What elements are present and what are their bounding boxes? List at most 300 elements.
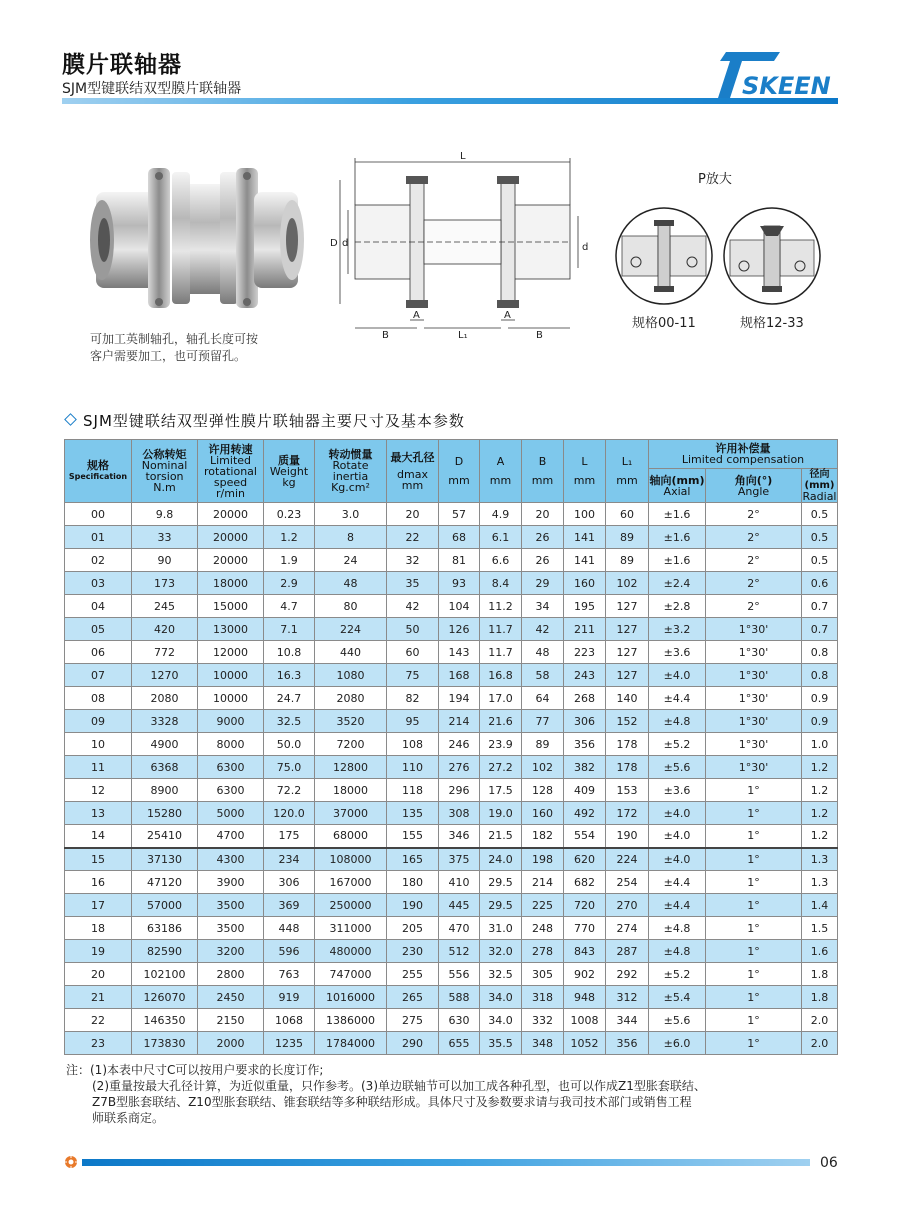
table-cell: 225 <box>522 894 564 917</box>
table-row <box>65 871 838 894</box>
note-line-2: (2)重量按最大孔径计算，为近似重量，只作参考。(3)单边联轴节可以加工成各种孔型，也可以作成Z1型胀套联结、 <box>92 1079 706 1093</box>
header-B: B mm <box>522 440 564 503</box>
table-cell: 102100 <box>132 963 198 986</box>
table-cell: 57 <box>439 503 480 526</box>
table-cell: 554 <box>564 825 606 848</box>
table-cell: 1008 <box>564 1009 606 1032</box>
table-cell: 214 <box>439 710 480 733</box>
table-cell: 24.7 <box>264 687 315 710</box>
table-cell: 89 <box>522 733 564 756</box>
table-cell: 1.2 <box>802 802 838 825</box>
table-cell: ±1.6 <box>649 526 706 549</box>
table-cell: 480000 <box>315 940 387 963</box>
table-cell: 50 <box>387 618 439 641</box>
table-cell: 1016000 <box>315 986 387 1009</box>
footer-bar <box>82 1159 810 1166</box>
table-cell: 18000 <box>198 572 264 595</box>
section-title: SJM型键联结双型弹性膜片联轴器主要尺寸及基本参数 <box>66 410 465 431</box>
table-row <box>65 710 838 733</box>
table-cell: 141 <box>564 526 606 549</box>
table-cell: 141 <box>564 549 606 572</box>
table-cell: 13000 <box>198 618 264 641</box>
table-cell: 348 <box>522 1032 564 1055</box>
table-cell: 1080 <box>315 664 387 687</box>
table-cell: 1235 <box>264 1032 315 1055</box>
table-cell: 1° <box>706 1032 802 1055</box>
table-cell: 10 <box>65 733 132 756</box>
table-cell: 1° <box>706 825 802 848</box>
table-cell: 27.2 <box>480 756 522 779</box>
table-cell: 234 <box>264 848 315 871</box>
table-cell: 770 <box>564 917 606 940</box>
table-cell: 22 <box>387 526 439 549</box>
header-radial: 径向(mm) Radial <box>802 469 837 503</box>
table-row <box>65 756 838 779</box>
table-cell: 292 <box>606 963 649 986</box>
table-cell: 7.1 <box>264 618 315 641</box>
table-cell: 276 <box>439 756 480 779</box>
header-angle: 角向(°) Angle <box>706 469 802 503</box>
table-cell: 58 <box>522 664 564 687</box>
table-cell: 60 <box>606 503 649 526</box>
table-cell: ±5.4 <box>649 986 706 1009</box>
gear-icon <box>64 1155 78 1169</box>
table-cell: 620 <box>564 848 606 871</box>
table-cell: 135 <box>387 802 439 825</box>
table-cell: 75 <box>387 664 439 687</box>
table-cell: 48 <box>315 572 387 595</box>
table-cell: 72.2 <box>264 779 315 802</box>
table-cell: 160 <box>522 802 564 825</box>
table-cell: 1.8 <box>802 986 838 1009</box>
table-cell: 278 <box>522 940 564 963</box>
note-line-4: 师联系商定。 <box>92 1111 165 1125</box>
table-cell: 420 <box>132 618 198 641</box>
detail-view-small <box>614 206 714 306</box>
svg-text:A: A <box>413 310 420 321</box>
table-cell: 02 <box>65 549 132 572</box>
table-cell: ±2.8 <box>649 595 706 618</box>
table-cell: 4900 <box>132 733 198 756</box>
table-cell: 23 <box>65 1032 132 1055</box>
table-cell: 2° <box>706 526 802 549</box>
table-cell: 1.9 <box>264 549 315 572</box>
table-cell: 255 <box>387 963 439 986</box>
table-cell: 2° <box>706 549 802 572</box>
table-cell: 10000 <box>198 687 264 710</box>
table-cell: ±4.4 <box>649 687 706 710</box>
table-cell: 492 <box>564 802 606 825</box>
table-row <box>65 549 838 572</box>
table-cell: 11.2 <box>480 595 522 618</box>
table-cell: 1052 <box>564 1032 606 1055</box>
table-cell: 369 <box>264 894 315 917</box>
table-cell: 1.8 <box>802 963 838 986</box>
table-cell: 270 <box>606 894 649 917</box>
svg-text:A: A <box>504 310 511 321</box>
table-cell: 356 <box>606 1032 649 1055</box>
table-cell: 34.0 <box>480 986 522 1009</box>
table-row <box>65 825 838 848</box>
table-cell: 311000 <box>315 917 387 940</box>
table-cell: 375 <box>439 848 480 871</box>
table-cell: 1°30' <box>706 710 802 733</box>
table-cell: 254 <box>606 871 649 894</box>
table-cell: 1° <box>706 986 802 1009</box>
table-cell: 100 <box>564 503 606 526</box>
detail-caption-2: 规格12-33 <box>740 316 804 331</box>
table-cell: 173 <box>132 572 198 595</box>
table-cell: 4700 <box>198 825 264 848</box>
table-cell: 89 <box>606 526 649 549</box>
table-cell: 919 <box>264 986 315 1009</box>
table-cell: ±5.6 <box>649 1009 706 1032</box>
table-cell: ±4.4 <box>649 894 706 917</box>
table-cell: 178 <box>606 733 649 756</box>
table-cell: 172 <box>606 802 649 825</box>
table-cell: 2.0 <box>802 1009 838 1032</box>
table-cell: 80 <box>315 595 387 618</box>
table-cell: 1°30' <box>706 664 802 687</box>
table-cell: 246 <box>439 733 480 756</box>
svg-text:L: L <box>460 151 466 162</box>
header-speed: 许用转速 Limited rotational speed r/min <box>198 440 264 503</box>
table-cell: 1.2 <box>802 756 838 779</box>
table-cell: 306 <box>264 871 315 894</box>
table-cell: 1° <box>706 779 802 802</box>
table-cell: 440 <box>315 641 387 664</box>
table-cell: 470 <box>439 917 480 940</box>
table-cell: 772 <box>132 641 198 664</box>
table-cell: 2450 <box>198 986 264 1009</box>
table-cell: 32.0 <box>480 940 522 963</box>
table-cell: 1.5 <box>802 917 838 940</box>
table-cell: 108 <box>387 733 439 756</box>
table-cell: 1270 <box>132 664 198 687</box>
table-row <box>65 779 838 802</box>
table-cell: 1° <box>706 871 802 894</box>
table-cell: 344 <box>606 1009 649 1032</box>
table-row <box>65 940 838 963</box>
table-cell: 29.5 <box>480 871 522 894</box>
table-row <box>65 894 838 917</box>
header-weight: 质量 Weight kg <box>264 440 315 503</box>
table-cell: 12800 <box>315 756 387 779</box>
table-cell: ±3.6 <box>649 779 706 802</box>
table-cell: 2.9 <box>264 572 315 595</box>
table-cell: 2800 <box>198 963 264 986</box>
table-cell: 21 <box>65 986 132 1009</box>
table-cell: 146350 <box>132 1009 198 1032</box>
table-cell: 843 <box>564 940 606 963</box>
table-cell: 89 <box>606 549 649 572</box>
table-cell: 0.9 <box>802 710 838 733</box>
table-cell: 214 <box>522 871 564 894</box>
table-cell: 332 <box>522 1009 564 1032</box>
table-row <box>65 963 838 986</box>
dimension-drawing <box>320 150 600 340</box>
table-cell: 9.8 <box>132 503 198 526</box>
header-inertia: 转动惯量 Rotate inertia Kg.cm² <box>315 440 387 503</box>
table-cell: 3900 <box>198 871 264 894</box>
table-cell: 77 <box>522 710 564 733</box>
table-cell: 34.0 <box>480 1009 522 1032</box>
table-cell: 1.2 <box>264 526 315 549</box>
table-cell: 245 <box>132 595 198 618</box>
table-cell: 8 <box>315 526 387 549</box>
table-cell: 04 <box>65 595 132 618</box>
table-cell: 512 <box>439 940 480 963</box>
table-cell: 1.2 <box>802 825 838 848</box>
table-cell: 1.3 <box>802 848 838 871</box>
table-cell: 01 <box>65 526 132 549</box>
table-cell: 5000 <box>198 802 264 825</box>
table-cell: 0.8 <box>802 664 838 687</box>
detail-caption-1: 规格00-11 <box>632 316 696 331</box>
table-cell: 211 <box>564 618 606 641</box>
page-title: 膜片联轴器 <box>62 52 182 78</box>
table-cell: 1°30' <box>706 641 802 664</box>
header-bar <box>62 98 838 104</box>
table-cell: 17.5 <box>480 779 522 802</box>
table-cell: 63186 <box>132 917 198 940</box>
table-cell: 35.5 <box>480 1032 522 1055</box>
header-L1: L₁ mm <box>606 440 649 503</box>
table-row <box>65 595 838 618</box>
table-cell: 90 <box>132 549 198 572</box>
table-cell: 118 <box>387 779 439 802</box>
table-cell: 19.0 <box>480 802 522 825</box>
table-cell: 95 <box>387 710 439 733</box>
header-torque: 公称转矩 Nominal torsion N.m <box>132 440 198 503</box>
table-cell: 82 <box>387 687 439 710</box>
table-cell: 409 <box>564 779 606 802</box>
table-cell: 1° <box>706 894 802 917</box>
table-cell: 0.7 <box>802 595 838 618</box>
table-cell: 16 <box>65 871 132 894</box>
table-cell: 556 <box>439 963 480 986</box>
table-cell: 448 <box>264 917 315 940</box>
table-row <box>65 503 838 526</box>
table-row <box>65 917 838 940</box>
table-cell: 1° <box>706 802 802 825</box>
table-cell: 2° <box>706 595 802 618</box>
table-cell: 2000 <box>198 1032 264 1055</box>
table-cell: 26 <box>522 526 564 549</box>
table-cell: 6300 <box>198 756 264 779</box>
svg-text:B: B <box>382 330 389 340</box>
table-cell: ±4.8 <box>649 710 706 733</box>
table-cell: ±4.0 <box>649 664 706 687</box>
table-cell: 20 <box>387 503 439 526</box>
table-cell: 29 <box>522 572 564 595</box>
table-cell: 173830 <box>132 1032 198 1055</box>
table-cell: 6300 <box>198 779 264 802</box>
table-cell: 194 <box>439 687 480 710</box>
table-cell: ±6.0 <box>649 1032 706 1055</box>
table-cell: ±2.4 <box>649 572 706 595</box>
table-cell: 230 <box>387 940 439 963</box>
table-cell: 3500 <box>198 894 264 917</box>
table-cell: 274 <box>606 917 649 940</box>
table-cell: 21.6 <box>480 710 522 733</box>
table-cell: 720 <box>564 894 606 917</box>
table-cell: 16.8 <box>480 664 522 687</box>
table-cell: 763 <box>264 963 315 986</box>
table-cell: 11.7 <box>480 641 522 664</box>
photo-caption: 可加工英制轴孔，轴孔长度可按 客户需要加工，也可预留孔。 <box>90 332 259 363</box>
table-cell: 1° <box>706 917 802 940</box>
table-cell: 224 <box>606 848 649 871</box>
table-cell: 0.5 <box>802 503 838 526</box>
table-cell: 60 <box>387 641 439 664</box>
table-cell: 1784000 <box>315 1032 387 1055</box>
table-cell: 308 <box>439 802 480 825</box>
table-cell: ±3.2 <box>649 618 706 641</box>
table-row <box>65 687 838 710</box>
table-cell: 1°30' <box>706 756 802 779</box>
table-cell: 248 <box>522 917 564 940</box>
table-cell: 20 <box>65 963 132 986</box>
table-cell: 8900 <box>132 779 198 802</box>
table-cell: 0.9 <box>802 687 838 710</box>
table-cell: 9000 <box>198 710 264 733</box>
table-cell: 190 <box>606 825 649 848</box>
table-cell: 110 <box>387 756 439 779</box>
table-cell: 1° <box>706 963 802 986</box>
table-cell: 108000 <box>315 848 387 871</box>
page-subtitle: SJM型键联结双型膜片联轴器 <box>62 81 242 97</box>
table-cell: 4.7 <box>264 595 315 618</box>
table-cell: 05 <box>65 618 132 641</box>
table-cell: 31.0 <box>480 917 522 940</box>
table-cell: 1° <box>706 1009 802 1032</box>
table-cell: 32.5 <box>480 963 522 986</box>
table-cell: ±5.6 <box>649 756 706 779</box>
table-cell: 93 <box>439 572 480 595</box>
table-cell: 948 <box>564 986 606 1009</box>
table-cell: 15 <box>65 848 132 871</box>
table-cell: 2080 <box>132 687 198 710</box>
svg-text:L₁: L₁ <box>458 330 468 340</box>
table-cell: 25410 <box>132 825 198 848</box>
table-cell: ±5.2 <box>649 963 706 986</box>
table-cell: 1.0 <box>802 733 838 756</box>
table-cell: 21.5 <box>480 825 522 848</box>
table-cell: 57000 <box>132 894 198 917</box>
table-row <box>65 641 838 664</box>
table-cell: 81 <box>439 549 480 572</box>
table-cell: 1°30' <box>706 618 802 641</box>
note-line-3: Z7B型胀套联结、Z10型胀套联结、锥套联结等多种联结形成。具体尺寸及参数要求请与我司技术部门或销售工程 <box>92 1095 692 1109</box>
table-cell: 2° <box>706 572 802 595</box>
table-cell: 22 <box>65 1009 132 1032</box>
page-number: 06 <box>820 1155 838 1171</box>
table-cell: 11.7 <box>480 618 522 641</box>
table-cell: 126 <box>439 618 480 641</box>
table-cell: 3500 <box>198 917 264 940</box>
table-cell: 18000 <box>315 779 387 802</box>
table-cell: 1°30' <box>706 687 802 710</box>
table-cell: 06 <box>65 641 132 664</box>
table-cell: 155 <box>387 825 439 848</box>
table-cell: 168 <box>439 664 480 687</box>
table-cell: 195 <box>564 595 606 618</box>
table-row <box>65 1009 838 1032</box>
table-cell: 275 <box>387 1009 439 1032</box>
table-cell: 190 <box>387 894 439 917</box>
svg-text:d: d <box>342 238 349 249</box>
table-cell: 75.0 <box>264 756 315 779</box>
table-cell: 24 <box>315 549 387 572</box>
table-cell: 104 <box>439 595 480 618</box>
table-cell: 306 <box>564 710 606 733</box>
table-cell: 03 <box>65 572 132 595</box>
table-cell: 128 <box>522 779 564 802</box>
table-cell: 12000 <box>198 641 264 664</box>
header-max-bore: 最大孔径 dmax mm <box>387 440 439 503</box>
svg-text:B: B <box>536 330 543 340</box>
table-cell: 312 <box>606 986 649 1009</box>
table-cell: 68 <box>439 526 480 549</box>
table-cell: 00 <box>65 503 132 526</box>
table-cell: 126070 <box>132 986 198 1009</box>
table-cell: 08 <box>65 687 132 710</box>
table-cell: 48 <box>522 641 564 664</box>
table-cell: ±4.8 <box>649 917 706 940</box>
table-cell: 318 <box>522 986 564 1009</box>
table-cell: 3.0 <box>315 503 387 526</box>
table-cell: 42 <box>387 595 439 618</box>
table-cell: 153 <box>606 779 649 802</box>
table-cell: ±4.0 <box>649 802 706 825</box>
table-cell: ±4.0 <box>649 848 706 871</box>
svg-text:SKEEN: SKEEN <box>742 72 831 98</box>
table-row <box>65 572 838 595</box>
header-L: L mm <box>564 440 606 503</box>
table-row <box>65 986 838 1009</box>
header-axial: 轴向(mm) Axial <box>649 469 706 503</box>
table-cell: 0.6 <box>802 572 838 595</box>
table-cell: 07 <box>65 664 132 687</box>
table-cell: 152 <box>606 710 649 733</box>
table-cell: 205 <box>387 917 439 940</box>
table-cell: 12 <box>65 779 132 802</box>
table-cell: 34 <box>522 595 564 618</box>
table-cell: 8000 <box>198 733 264 756</box>
table-cell: ±5.2 <box>649 733 706 756</box>
table-cell: 127 <box>606 595 649 618</box>
spec-table <box>64 439 838 1055</box>
table-cell: 902 <box>564 963 606 986</box>
table-cell: 223 <box>564 641 606 664</box>
table-cell: 26 <box>522 549 564 572</box>
table-cell: 15000 <box>198 595 264 618</box>
table-cell: 102 <box>522 756 564 779</box>
table-cell: 1° <box>706 940 802 963</box>
table-row <box>65 664 838 687</box>
table-cell: 175 <box>264 825 315 848</box>
table-cell: 8.4 <box>480 572 522 595</box>
table-cell: 37130 <box>132 848 198 871</box>
table-cell: 15280 <box>132 802 198 825</box>
table-cell: 32 <box>387 549 439 572</box>
table-cell: 0.5 <box>802 549 838 572</box>
brand-logo <box>712 52 838 98</box>
table-cell: ±1.6 <box>649 503 706 526</box>
diamond-icon <box>64 413 77 426</box>
table-row <box>65 802 838 825</box>
